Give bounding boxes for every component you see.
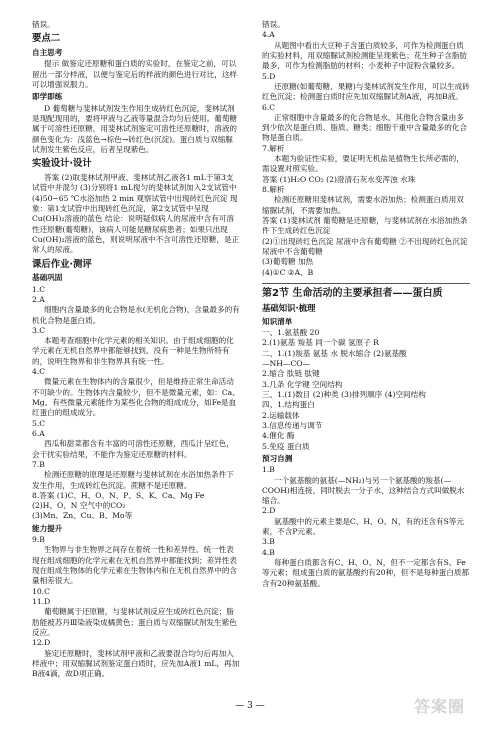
- r-answer-6: 6.C: [262, 102, 276, 112]
- r-answer-8c: (3)葡萄糖 加热: [262, 257, 314, 267]
- knowledge-list-heading: 知识清单: [262, 316, 293, 326]
- watermark-logo: 答案圈: [414, 697, 466, 716]
- answer-8: 8.答案 (1)C、H、O、N、P、S、K、Ca、Mg Fe: [32, 490, 205, 500]
- answer-12-text: 鉴定还原糖时，斐林试剂甲液和乙液要混合均匀后再加入样液中；用双缩脲试剂鉴定蛋白质时，应先加A液1 mL，再加B液4滴，故D项正确。: [32, 648, 240, 679]
- list-10: 3.信息传递与调节: [262, 420, 323, 430]
- pre-q4-text: 每种蛋白质都含有C、H、O、N，但不一定都含有S、Fe等元素；组成蛋白质的氨基酸约有20种，但不是每种蛋白质都含有20种氨基酸。: [262, 558, 470, 588]
- list-9: 2.运输载体: [262, 410, 300, 420]
- answer-5: 5.C: [32, 418, 46, 428]
- right-column: [262, 20, 470, 589]
- r-answer-5: 5.D: [262, 71, 276, 81]
- basic-heading: 基础巩固: [32, 273, 63, 283]
- after-class-heading: 课后作业·测评: [32, 258, 92, 270]
- answer-8b: (2)H、O、N 空气中的CO₂: [32, 501, 126, 511]
- answer-4-text: 微量元素在生物体内的含量很少，但是维持正常生命活动不可缺少的。生物体内含量较少，但不是微量元素，如：Ca、Mg。有些微量元素能作为某些化合物的组成成分，如Fe是血红蛋白的组成成分。: [32, 377, 240, 418]
- r-answer-7-text: 本题为验证性实验，要证明无机盐是植物生长所必需的，需设置对照实验。: [262, 154, 464, 174]
- r-answer-7-ans: 答案 (1)H₂O CO₂ (2)澄清石灰水变浑浊 水珠: [262, 174, 416, 184]
- pre-q2: 2.D: [262, 506, 276, 516]
- r-answer-4: 4.A: [262, 30, 275, 40]
- answer-6-text: 西瓜和甜菜都含有丰富的可溶性还原糖，西瓜汁呈红色，会干扰实验结果，不能作为鉴定还原糖的材料。: [32, 439, 234, 459]
- answer-11-text: 葡萄糖属于还原糖，与斐林试剂反应生成砖红色沉淀；脂肪能被苏丹Ⅲ染液染成橘黄色；蛋白质与双缩脲试剂发生紫色反应。: [32, 607, 237, 637]
- right-intro: 错误。: [262, 20, 285, 29]
- self-think-text: 提示 做鉴定还原糖和蛋白质的实验时，在鉴定之前，可以留出一部分样液，以便与鉴定后的样液的颜色进行对比，这样可以增强说服力。: [32, 59, 238, 90]
- self-think-heading: 自主思考: [32, 48, 63, 58]
- answer-4: 4.C: [32, 367, 46, 377]
- r-answer-8b: (2)①出现砖红色沉淀 尿液中含有葡萄糖 ②不出现砖红色沉淀 尿液中不含葡萄糖: [262, 236, 468, 256]
- list-6: 3.几条 化学键 空间结构: [262, 379, 343, 389]
- list-4: —NH—CO—: [262, 359, 311, 369]
- r-answer-7: 7.解析: [262, 143, 285, 153]
- answer-3: 3.C: [32, 325, 46, 335]
- improve-heading: 能力提升: [32, 523, 63, 533]
- pre-q3: 3.B: [262, 537, 275, 547]
- answer-9: 9.B: [32, 535, 45, 545]
- answer-10: 10.C: [32, 586, 50, 596]
- answer-9-text: 生物界与非生物界之间存在着统一性和差异性。统一性表现在组成细胞的化学元素在无机自然界中都能找到；差异性表现在组成生物体的化学元素在生物体内和在无机自然界中的含量相差很大。: [32, 545, 238, 586]
- basic-knowledge-heading: 基础知识·梳理: [262, 303, 316, 314]
- left-column: [32, 20, 240, 679]
- r-answer-8-text: 检测还原糖用斐林试剂，需要水浴加热；检测蛋白质用双缩脲试剂，不需要加热。: [262, 195, 464, 215]
- list-8: 四、1.结构蛋白: [262, 400, 315, 410]
- answer-3-text: 本题考查细胞中化学元素的相关知识。由于组成细胞的化学元素在无机自然界中都能够找到，没有一种是生物所特有的，说明生物界和非生物界具有统一性。: [32, 336, 234, 366]
- r-answer-5-text: 还原糖(如葡萄糖、果糖)与斐林试剂发生作用，可以生成砖红色沉淀；检测蛋白质时应先加双缩脲试剂A液，再加B液。: [262, 81, 470, 102]
- answer-1: 1.C: [32, 284, 46, 294]
- r-answer-4-text: 从题图中看出大豆种子含蛋白质较多，可作为检测蛋白质的实验材料，用双缩脲试剂检测能呈现紫色；花生种子含脂肪最多，可作为检测脂肪的材料；小麦种子中淀粉含量较多。: [262, 40, 468, 71]
- answer-12: 12.D: [32, 638, 51, 648]
- r-answer-8-ans: 答案 (1)斐林试剂 葡萄糖是还原糖，与斐林试剂在水浴加热条件下生成砖红色沉淀: [262, 215, 468, 236]
- key-point-heading: 要点二: [32, 33, 61, 45]
- section-title: 第2节 生命活动的主要承担者——蛋白质: [262, 283, 470, 301]
- answer-8c: (3)Mn、Zn、Cu、B、Mo等: [32, 511, 133, 521]
- list-1: 一、1.氨基酸 20: [262, 328, 320, 338]
- pre-q1: 1.B: [262, 465, 275, 475]
- list-3: 二、1.(1)羧基 氨基 水 脱水缩合 (2)氨基酸: [262, 348, 407, 358]
- list-11: 4.催化 酶: [262, 431, 295, 441]
- practice-heading: 即学即练: [32, 92, 63, 102]
- design-text: 答案 (2)取斐林试剂甲液、斐林试剂乙液各1 mL于第3支试管中并混匀 (3)分别将1 mL搅匀的斐林试剂加入2支试管中 (4)50~65 ℃水浴加热 2 min 观察试管中出现砖红色沉淀 现象：第1支试管中出现砖红色沉淀，第2支试管中呈现Cu(OH)₂溶液的蓝色 结论：说明疑似病人的尿液中含有可溶性还原糖(葡萄糖)，该病人可能是糖尿病患者；如果只出现Cu(OH)₂溶液的蓝色，则说明尿液中不含可溶性还原糖，是正常人的尿液。: [32, 173, 240, 255]
- list-12: 5.免疫 蛋白质: [262, 441, 310, 451]
- list-2: 2.(1)氨基 羧基 同一个碳 氢原子 R: [262, 338, 379, 348]
- design-heading: 实验设计·设计: [32, 158, 92, 170]
- answer-7: 7.B: [32, 459, 45, 469]
- answer-6: 6.A: [32, 428, 45, 438]
- pre-q2-text: 氨基酸中的元素主要是C、H、O、N，有的还含有S等元素，不含P元素。: [262, 516, 464, 537]
- r-answer-8d: (4)①C ②A、B: [262, 267, 314, 277]
- list-7: 三、1.(1)数目 (2)种类 (3)排列顺序 (4)空间结构: [262, 390, 426, 400]
- r-answer-6-text: 正常细胞中含量最多的化合物是水，其他化合物含量由多到少依次是蛋白质、脂质、糖类；细胞干重中含量最多的化合物是蛋白质。: [262, 112, 468, 143]
- left-intro: 错误。: [32, 20, 55, 29]
- r-answer-8: 8.解析: [262, 185, 285, 194]
- answer-2-text: 细胞内含量最多的化合物是水(无机化合物)，含量最多的有机化合物是蛋白质。: [32, 305, 240, 325]
- answer-2: 2.A: [32, 294, 45, 304]
- answer-11: 11.D: [32, 596, 51, 606]
- answer-7-text: 检测还原糖的原理是还原糖与斐林试剂在水浴加热条件下发生作用，生成砖红色沉淀。蔗糖不是还原糖。: [32, 470, 234, 490]
- page-number: — 3 —: [235, 701, 265, 711]
- list-5: 2.缩合 肽链 肽键: [262, 369, 320, 379]
- practice-text: D 葡萄糖与斐林试剂发生作用生成砖红色沉淀，斐林试剂是现配现用的，要将甲液与乙液等量混合均匀后使用。葡萄糖属于可溶性还原糖，用斐林试剂鉴定可溶性还原糖时，溶液的颜色变化为：浅蓝色→棕色→砖红色(沉淀)。蛋白质与双缩脲试剂发生紫色反应，后者呈现紫色。: [32, 103, 238, 154]
- pre-q4: 4.B: [262, 547, 275, 557]
- pre-test-heading: 预习自测: [262, 453, 293, 463]
- pre-q1-text: 一个氨基酸的氨基(—NH₂)与另一个氨基酸的羧基(—COOH)相连接，同时脱去一分子水，这种结合方式叫做脱水缩合。: [262, 475, 465, 506]
